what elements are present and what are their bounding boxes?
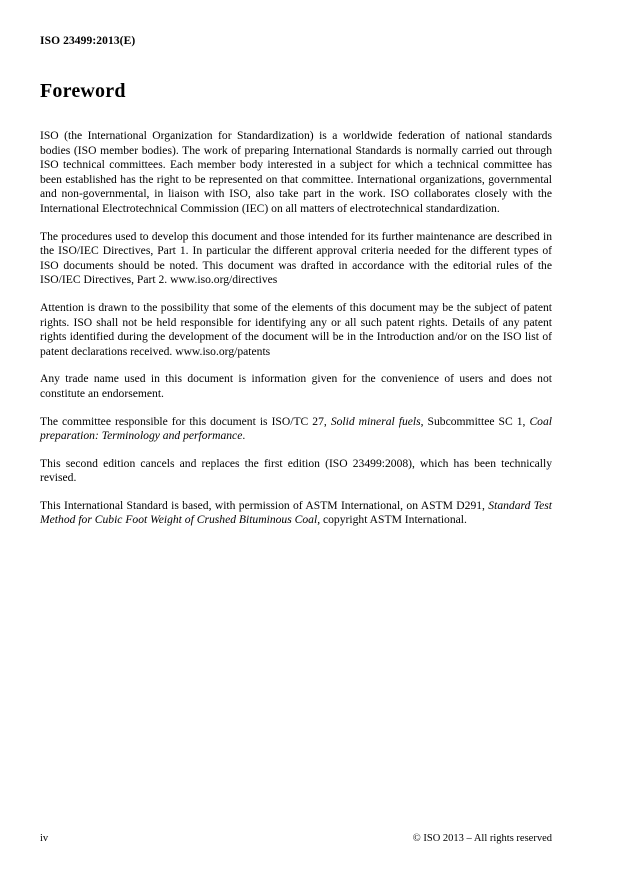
- document-body: [40, 80, 552, 528]
- copyright-notice: © ISO 2013 – All rights reserved: [412, 833, 552, 844]
- astm-text-part-1: This International Standard is based, with permission of ASTM International, on ASTM D291,: [40, 498, 489, 512]
- paragraph-committee: [40, 415, 552, 444]
- paragraph-trade-name: Any trade name used in this document is information given for the convenience of users and does not constitute an endorsement.: [40, 372, 552, 400]
- page-title: Foreword: [40, 80, 126, 102]
- astm-italic-1: Standard Test Method for Cubic Foot Weight of Crushed Bituminous Coal: [40, 498, 552, 527]
- document-header-reference: ISO 23499:2013(E): [40, 35, 136, 47]
- paragraph-edition: This second edition cancels and replaces the first edition (ISO 23499:2008), which has been technically revised.: [40, 456, 552, 485]
- committee-text-part-2: , Subcommittee SC 1,: [420, 414, 530, 428]
- paragraph-procedures: The procedures used to develop this document and those intended for its further maintenance are described in the ISO/IEC Directives, Part 1. In particular the different approval criteria needed for the different types of ISO documents should be noted. This document was drafted in accordance with the editorial rules of the ISO/IEC Directives, Part 2. www.iso.org/directives: [40, 229, 552, 287]
- committee-italic-2: Coal preparation: Terminology and performance: [40, 414, 553, 443]
- committee-text-part-3: .: [242, 429, 246, 443]
- committee-italic-1: Solid mineral fuels: [330, 414, 421, 428]
- page-number: iv: [40, 833, 49, 844]
- astm-text-part-2: , copyright ASTM International.: [317, 513, 467, 527]
- paragraph-patent-rights: Attention is drawn to the possibility that some of the elements of this document may be the subject of patent rights. ISO shall not be held responsible for identifying any or all such patent rights. Details of any patent rights identified during the development of the document will be in the Introduction and/or on the ISO list of patent declarations received. www.iso.org/patents: [40, 300, 552, 358]
- paragraph-iso-intro: ISO (the International Organization for Standardization) is a worldwide federation of national standards bodies (ISO member bodies). The work of preparing International Standards is normally carried out through ISO technical committees. Each member body interested in a subject for which a technical committee has been established has the right to be represented on that committee. International organizations, governmental and non-governmental, in liaison with ISO, also take part in the work. ISO collaborates closely with the International Electrotechnical Commission (IEC) on all matters of electrotechnical standardization.: [40, 129, 552, 215]
- page-footer: [40, 833, 552, 844]
- committee-text-part-1: The committee responsible for this document is ISO/TC 27,: [40, 414, 331, 428]
- paragraph-astm: [40, 499, 552, 528]
